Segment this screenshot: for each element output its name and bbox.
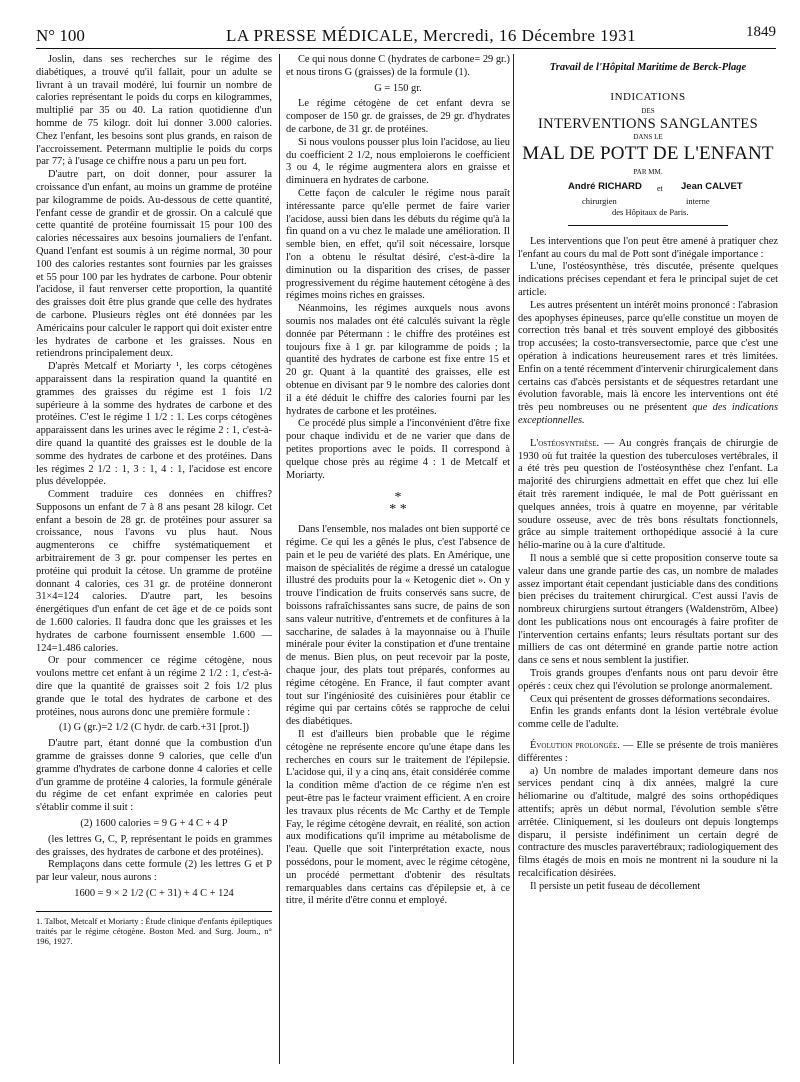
emphasis: que des indications exceptionnelles. <box>518 402 778 426</box>
paragraph: D'autre part, on doit donner, pour assurer la croissance d'un enfant, au moins un gramme de protéine par kilogramme de poids. Au-dessous de cette quantité, l'enfant cesse de grandir et de grossir. On a calculé que cette quantité de protéine fournissait 15 pour 100 des calories nécessaires aux besoins journaliers de l'enfant. Quand l'enfant est soumis à un régime normal, 30 pour 100 des calories restantes sont fournies par les graisses et 55 pour 100 par les hydrates de carbone. Pour obtenir l'acidose, il faut renverser cette proportion, la quantité des graisses doit être plus grande que celle des hydrates de carbone. Plusieurs règles ont été données par les Américains pour calculer le rapport qui doit exister entre les hydrates de carbone et les graisses. Nous en retiendrons principalement deux. <box>36 169 273 360</box>
column-1 <box>36 54 272 946</box>
column-3 <box>518 62 778 894</box>
paragraph: Trois grands groupes d'enfants nous ont paru devoir être opérés : ceux chez qui l'évolution se prolonge anormalement. <box>518 668 778 692</box>
author-name: Jean CALVET <box>681 180 743 192</box>
paragraph: Néanmoins, les régimes auxquels nous avons soumis nos malades ont été calculés suivant la règle donnée par Pétermann : le chiffre des protéines est toujours fixe à 1 gr. par kilogramme de poids ; la quantité des hydrates de carbone est fixe entre 15 et 20 gr. Quant à la quantité des graisses, elle est obtenue en divisant par 9 le nombre des calories dont il a été déduit le chiffre des calories fourni par les hydrates de carbone et les protéines. <box>286 303 510 417</box>
paragraph: Il persiste un petit fuseau de décollement <box>530 880 701 892</box>
paragraph: D'autre part, étant donné que la combustion d'un gramme de graisses donne 9 calories, que celle d'un gramme d'hydrates de carbone donne 4 calories et celle d'un gramme de protéine 4 calories, la formule générale du régime de cet enfant exprimée en calories peut s'établir comme il suit : <box>36 738 272 814</box>
author-role: chirurgien <box>582 195 617 206</box>
paragraph: a) Un nombre de malades important demeure dans nos services pendant cinq à dix années, malgré la cure héliomarine ou d'altitude, malgré des soins orthopédiques attentifs; après un début normal, l'évolution semble s'être arrêtée. Cliniquement, si les douleurs ont depuis longtemps disparu, il persiste indéfiniment un certain degré de contracture des muscles paravertébraux; radiologiquement des films étagés de mois en mois ne montrent ni la soudure ni la recalcification désirées. <box>518 765 778 880</box>
paragraph: Joslin, dans ses recherches sur le régime des diabétiques, a trouvé qu'il fallait, pour un adulte se livrant à un travail modéré, lui fournir un nombre de calories représentant le poids du corps en kilogrammes, multiplié par 35 ou 40. La ration quotidienne d'un homme de 75 kilogr. doit lui donner 3.000 calories. Chez l'enfant, les besoins sont plus grands, en raison de l'accroissement. Petermann multiplie le poids du corps par 77; à l'usage ce chiffre nous a paru un peu fort. <box>36 54 272 168</box>
paragraph: Si nous voulons pousser plus loin l'acidose, au lieu du coefficient 2 1/2, nous emploierons le coefficient 3 ou 4, le régime augmentera alors en graisse et diminuera en hydrates de carbone. <box>286 136 510 187</box>
section-heading: Évolution prolongée. <box>530 740 620 752</box>
paragraph: Ce procédé plus simple a l'inconvénient d'être fixe pour chaque individu et de ne varier que dans de petites proportions avec le poids. Il correspond à quelque chose près au régime 4 : 1 de Metcalf et Moriarty. <box>286 418 510 481</box>
column-2 <box>286 54 510 908</box>
article-title-connector: DES <box>641 106 655 115</box>
author-conjunction: et <box>657 183 663 193</box>
paragraph: Le régime cétogène de cet enfant devra se composer de 150 gr. de graisses, de 29 gr. d'hydrates de carbone, de 31 gr. de protéines. <box>286 98 510 135</box>
footnote: 1. Talbot, Metcalf et Moriarty : Étude clinique d'enfants épileptiques traités par le régime cétogène. Boston Med. and Surg. Journ., n° 196, 1927. <box>36 911 272 946</box>
paragraph: Il nous a semblé que si cette proposition conserve toute sa valeur dans une grande partie des cas, un nombre de malades assez important était cependant justiciable dans des conditions bien précises du traitement chirurgical. C'est aussi l'avis de nombreux chirurgiens surtout étrangers (Waldenström, Albee) dont les publications nous ont encouragés à faire profiter de l'intervention certains enfants; leurs résultats portant sur des milliers de cas ont déterminé en grande partie notre action dans ce sens et nous semblent la justifier. <box>518 552 778 667</box>
paragraph: Cette façon de calculer le régime nous paraît intéressante parce qu'elle permet de faire varier l'acidose, aussi bien dans les débuts du régime qu'à la fin quand on a vu chez le malade une amélioration. Il semble bien, en effet, qu'il soit nécessaire, lorsque l'on a obtenu le résultat désiré, c'est-à-dire la diminution ou la disparition des crises, de passer progressivement du régime hautement cétogène à des régimes moins riches en graisses. <box>286 187 510 302</box>
formula: (2) 1600 calories = 9 G + 4 C + 4 P <box>80 818 228 830</box>
paragraph: Or pour commencer ce régime cétogène, nous voulons mettre cet enfant à un régime 2 1/2 : 1, c'est-à-dire que la quantité de graisses soit 2 fois 1/2 plus grande que le total des hydrates de carbone et des protéines, nous aurons donc une première formule : <box>36 655 272 718</box>
paragraph: Enfin les grands enfants dont la lésion vertébrale évolue comme celle de l'adulte. <box>518 706 778 731</box>
page-header <box>36 22 776 46</box>
author-block <box>518 181 778 221</box>
article-title-line-2: INTERVENTIONS SANGLANTES <box>538 116 758 133</box>
paragraph: Les autres présentent un intérêt moins prononcé : l'abrasion des apophyses épineuses, parce qu'elle constitue un moyen de correction très banal et très souvent employé des gibbosités trop accusées; la costo-transversectomie, parce que c'est une opération à indications heureusement rares et très limitées. Enfin on a tenté récemment d'intervenir chirurgicalement dans certains cas d'abcès persistants et de séquestres retardant une évolution favorable, mais là encore les interventions ont été très peu nombreuses ou ne présentent que des indications exceptionnelles. <box>518 299 778 426</box>
section-separator: * * * <box>389 490 407 518</box>
paragraph: Dans l'ensemble, nos malades ont bien supporté ce régime. Ce qui les a gênés le plus, c'est l'absence de pain et le peu de variété des plats. En Amérique, une maison de spécialités de régime a dressé un catalogue illustré des produits pour la « Ketogenic diet ». On y trouve l'indication de fruits conservés sans sucre, de boissons rafraîchissantes sans sucre, de pains de son sans valeur nutritive, d'entremets et de confitures à la saccharine, de salades à la mayonnaise ou à l'huile minérale pour éviter la constipation et d'une trentaine de menus. Bien plus, on peut recevoir par la poste, chaque jour, des plats tout préparés, conformes au régime cétogène. En France, il faut compter avant tout sur l'ingéniosité des cuisinières pour établir ce régime qui par certains côtés se rapproche de celui des diabétiques. <box>286 524 510 728</box>
paragraph: Comment traduire ces données en chiffres? Supposons un enfant de 7 à 8 ans pesant 28 kilogr. Cet enfant a besoin de 28 gr. de protéines pour assurer sa croissance, nous l'avons vu plus haut. Nous augmenterons ce chiffre systématiquement et arbitrairement de 3 gr. pour compenser les pertes en protéine qui produit la cétose. Un gramme de protéine donnant 4 calories, ces 31 gr. de protéine donneront 31×4=124 calories. D'autre part, les besoins énergétiques d'un enfant de cet âge et de ce poids sont de 1.600 calories. Il faudra donc que les graisses et les hydrates de carbone fournissent ensemble 1.600 — 124=1.486 calories. <box>36 489 272 654</box>
paragraph: L'une, l'ostéosynthèse, très discutée, présente quelques indications précises cependant et fera le principal sujet de cet article. <box>518 261 778 298</box>
article-kicker: Travail de l'Hôpital Maritime de Berck-Plage <box>549 62 747 73</box>
section-heading: L'ostéosynthèse. <box>530 437 600 449</box>
formula: (1) G (gr.)=2 1/2 (C hydr. de carb.+31 [prot.]) <box>58 722 250 734</box>
page-number: 1849 <box>746 24 776 40</box>
paragraph: D'après Metcalf et Moriarty ¹, les corps cétogènes apparaissent dans la respiration quand la quantité en grammes des graisses du régime est 1 fois 1/2 supérieure à la somme des hydrates de carbone et des protéines. C'est le régime 1 1/2 : 1. Les corps cétogènes apparaissent dans les urines avec le régime 2 : 1, c'est-à-dire quand la quantité des graisses est le double de la somme des hydrates de carbone et des protéines. Dans les régimes 2 1/2 : 1, 3 : 1, 4 : 1, l'acidose est encore plus développée. <box>36 361 272 488</box>
author-affiliation: des Hôpitaux de Paris. <box>612 206 689 217</box>
paragraph: Il est d'ailleurs bien probable que le régime cétogène ne représente encore qu'une étape dans les recherches en cours sur le traitement de l'épilepsie. L'acidose qui, il y a cinq ans, était considérée comme la condition même d'action de ce régime n'en est peut-être pas le facteur vraiment efficient. A en croire les travaux plus récents de Mc Carthy et de Temple Fay, le régime cétogène devrait, en réalité, son action aux modifications qu'il imprime au métabolisme de l'eau. Quelle que soit l'interprétation exacte, nous possédons, pour le moment, avec le régime cétogène, un procédé permettant d'obtenir des résultats remarquables dans certains cas d'épilepsie et, à ce titre, il mérite d'être connu et employé. <box>286 729 510 907</box>
author-role: interne <box>686 195 710 206</box>
formula: G = 150 gr. <box>374 82 422 94</box>
header-rule <box>36 48 776 49</box>
article-separator <box>568 225 728 226</box>
paragraph: Remplaçons dans cette formule (2) les lettres G et P par leur valeur, nous aurons : <box>36 859 272 884</box>
column-divider <box>279 54 280 1064</box>
article-title-line-1: INDICATIONS <box>610 90 686 103</box>
paragraph: Ce qui nous donne C (hydrates de carbone= 29 gr.) et nous tirons G (graisses) de la formule (1). <box>286 54 510 78</box>
paragraph: Évolution prolongée. — Elle se présente de trois manières différentes : <box>518 740 778 764</box>
article-title-line-3: MAL DE POTT DE L'ENFANT <box>522 142 774 164</box>
formula: 1600 = 9 × 2 1/2 (C + 31) + 4 C + 124 <box>74 888 234 899</box>
paragraph: L'ostéosynthèse. — Au congrès français de chirurgie de 1930 où fut traitée la question des tuberculoses vertébrales, il a été très peu question de l'ostéosynthèse chez l'enfant. La majorité des chirurgiens admettait en effet que chez lui elle était très rarement indiquée, le mal de Pott guérissant en quelques années, trois à quatre en moyenne, par véritable soudure osseuse, avec de très bons résultats fonctionnels, grâce au simple traitement orthopédique associé à la cure hélio-marine ou à la cure d'altitude. <box>518 437 778 552</box>
paragraph: (les lettres G, C, P, représentant le poids en grammes des graisses, des hydrates de carbone et des protéines). <box>36 833 272 858</box>
author-name: André RICHARD <box>568 180 642 192</box>
column-divider <box>513 54 514 1064</box>
issue-number: N° 100 <box>36 26 85 45</box>
article-title-connector: DANS LE <box>633 133 663 142</box>
journal-title: LA PRESSE MÉDICALE, Mercredi, 16 Décembre 1931 <box>226 26 637 45</box>
byline-intro: PAR MM. <box>633 167 663 176</box>
paragraph: Ceux qui présentent de grosses déformations secondaires. <box>530 693 770 705</box>
paragraph: Les interventions que l'on peut être amené à pratiquer chez l'enfant au cours du mal de Pott sont d'inégale importance : <box>518 235 778 260</box>
